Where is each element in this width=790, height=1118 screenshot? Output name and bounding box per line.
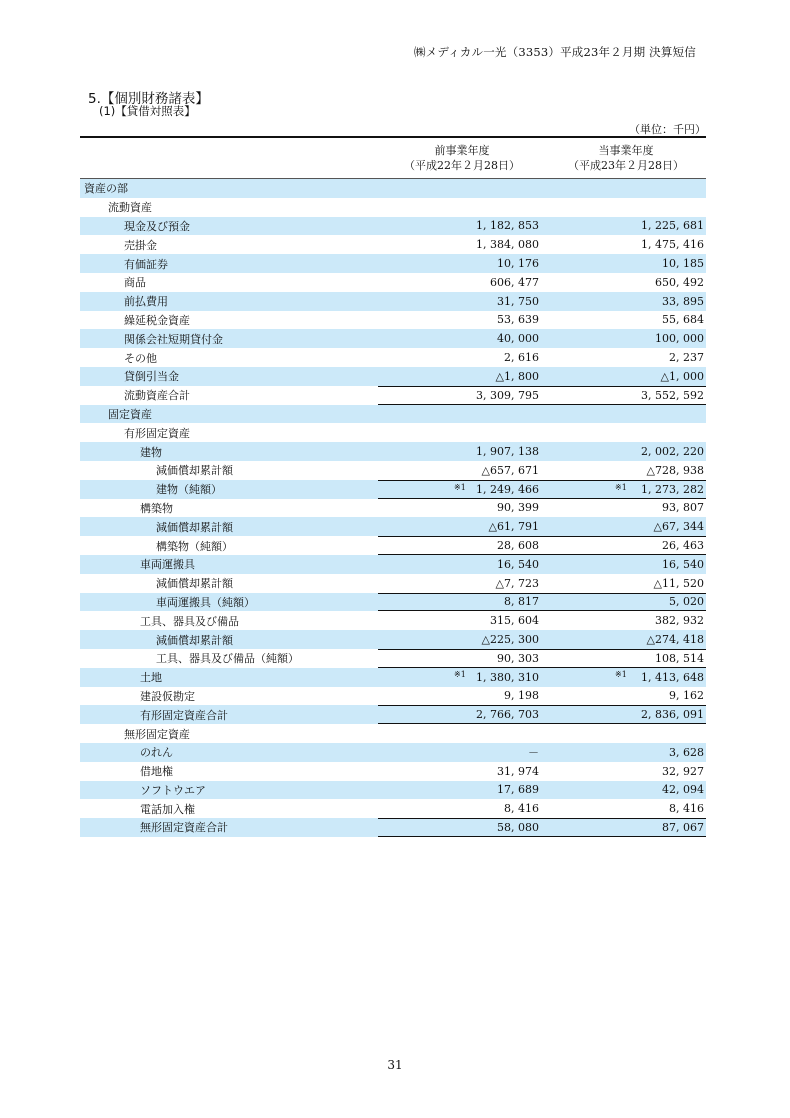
amount: 90, 303 [497, 651, 539, 665]
curr-period-value [541, 367, 706, 386]
table-row [80, 386, 706, 405]
section-title: 5.【個別財務諸表】 [88, 91, 209, 107]
amount: 32, 927 [662, 764, 704, 778]
row-label: 現金及び預金 [124, 219, 190, 233]
amount: △67, 344 [653, 520, 704, 534]
row-label: 商品 [124, 276, 146, 290]
curr-period-value [541, 762, 706, 781]
prev-period-value [378, 593, 541, 612]
amount: 31, 750 [497, 294, 539, 308]
curr-period-value [541, 254, 706, 273]
amount: 9, 162 [669, 689, 704, 703]
row-label: 車両運搬具 [140, 558, 195, 572]
amount: 10, 185 [662, 257, 704, 271]
amount: 87, 067 [662, 820, 704, 834]
header-curr-period [546, 143, 706, 173]
amount: 33, 895 [662, 294, 704, 308]
curr-period-value [541, 799, 706, 818]
prev-period-value [378, 461, 541, 480]
amount: 3, 309, 795 [476, 388, 539, 402]
amount: 3, 552, 592 [641, 388, 704, 402]
curr-period-value [541, 292, 706, 311]
amount: 53, 639 [497, 313, 539, 327]
prev-period-value [378, 574, 541, 593]
balance-sheet-table [80, 136, 706, 837]
amount: 16, 540 [662, 557, 704, 571]
row-label: 構築物（純額） [156, 539, 233, 553]
row-label: 固定資産 [108, 407, 152, 421]
prev-period-value [378, 367, 541, 386]
table-row [80, 649, 706, 668]
row-label: 減価償却累計額 [156, 577, 233, 591]
amount: 1, 380, 310 [476, 670, 539, 684]
table-row [80, 292, 706, 311]
curr-period-value [541, 611, 706, 630]
prev-period-value [378, 649, 541, 668]
table-row [80, 480, 706, 499]
amount: 10, 176 [497, 257, 539, 271]
curr-period-value [541, 781, 706, 800]
amount: 9, 198 [504, 689, 539, 703]
page-number: 31 [387, 1058, 403, 1072]
footnote-marker: ※1 [615, 482, 627, 492]
row-label: 建物（純額） [156, 483, 222, 497]
curr-period-value [541, 705, 706, 724]
row-label: 借地権 [140, 765, 173, 779]
prev-period-value [378, 329, 541, 348]
amount: 315, 604 [490, 614, 539, 628]
row-label: 繰延税金資産 [124, 313, 190, 327]
curr-period-value [541, 273, 706, 292]
curr-period-value [541, 235, 706, 254]
table-row [80, 254, 706, 273]
prev-period-value [378, 235, 541, 254]
curr-period-value [541, 499, 706, 518]
curr-period-value [541, 217, 706, 236]
amount: 2, 616 [504, 351, 539, 365]
table-row [80, 818, 706, 837]
prev-period-value [378, 292, 541, 311]
amount: 26, 463 [662, 539, 704, 553]
table-row [80, 461, 706, 480]
prev-period-value [378, 611, 541, 630]
footnote-marker: ※1 [454, 669, 466, 679]
prev-period-value [378, 198, 541, 217]
curr-period-value [541, 198, 706, 217]
amount: 1, 273, 282 [641, 482, 704, 496]
table-row [80, 611, 706, 630]
table-row [80, 724, 706, 743]
prev-period-value [378, 818, 541, 837]
amount: 1, 384, 080 [476, 238, 539, 252]
table-row [80, 311, 706, 330]
row-label: 有価証券 [124, 257, 168, 271]
row-label: 工具、器具及び備品 [140, 614, 239, 628]
curr-period-value [541, 480, 706, 499]
prev-period-value [378, 724, 541, 743]
table-row [80, 367, 706, 386]
prev-period-value [378, 517, 541, 536]
amount: 28, 608 [497, 539, 539, 553]
row-label: 流動資産合計 [124, 389, 190, 403]
row-label: 減価償却累計額 [156, 633, 233, 647]
row-label: 無形固定資産 [124, 727, 190, 741]
header-prev-line1: 前事業年度 [434, 144, 490, 157]
curr-period-value [541, 668, 706, 687]
prev-period-value [378, 254, 541, 273]
prev-period-value [378, 499, 541, 518]
row-label: 建物 [140, 445, 162, 459]
amount: 100, 000 [655, 332, 704, 346]
row-label: 車両運搬具（純額） [156, 595, 255, 609]
table-row [80, 555, 706, 574]
table-row [80, 743, 706, 762]
table-row [80, 198, 706, 217]
curr-period-value [541, 311, 706, 330]
prev-period-value [378, 687, 541, 706]
table-row [80, 405, 706, 424]
row-label: 工具、器具及び備品（純額） [156, 652, 299, 666]
curr-period-value [541, 536, 706, 555]
amount: 90, 399 [497, 501, 539, 515]
header-prev-period [378, 143, 546, 173]
row-label: ソフトウエア [140, 783, 206, 797]
amount: 8, 416 [669, 802, 704, 816]
row-label: 資産の部 [84, 182, 128, 196]
prev-period-value [378, 555, 541, 574]
prev-period-value [378, 179, 541, 198]
table-row [80, 499, 706, 518]
amount: 1, 182, 853 [476, 219, 539, 233]
prev-period-value [378, 348, 541, 367]
table-row [80, 273, 706, 292]
amount: 93, 807 [662, 501, 704, 515]
curr-period-value [541, 405, 706, 424]
row-label: のれん [140, 746, 173, 760]
row-label: 構築物 [140, 501, 173, 515]
amount: 108, 514 [655, 651, 704, 665]
amount: 58, 080 [497, 820, 539, 834]
table-row [80, 630, 706, 649]
prev-period-value [378, 311, 541, 330]
curr-period-value [541, 348, 706, 367]
amount: 2, 766, 703 [476, 708, 539, 722]
table-row [80, 517, 706, 536]
row-label: 有形固定資産合計 [140, 708, 228, 722]
prev-period-value [378, 799, 541, 818]
table-header [80, 138, 706, 179]
curr-period-value [541, 593, 706, 612]
amount: 1, 907, 138 [476, 445, 539, 459]
table-row [80, 348, 706, 367]
prev-period-value [378, 442, 541, 461]
prev-period-value [378, 480, 541, 499]
prev-period-value [378, 536, 541, 555]
amount: 1, 249, 466 [476, 482, 539, 496]
footnote-marker: ※1 [454, 482, 466, 492]
curr-period-value [541, 687, 706, 706]
amount: 31, 974 [497, 764, 539, 778]
row-label: 建設仮勘定 [140, 689, 195, 703]
amount: 55, 684 [662, 313, 704, 327]
curr-period-value [541, 818, 706, 837]
prev-period-value [378, 405, 541, 424]
row-label: 減価償却累計額 [156, 520, 233, 534]
table-row [80, 442, 706, 461]
amount: 8, 817 [504, 595, 539, 609]
curr-period-value [541, 649, 706, 668]
amount: △61, 791 [488, 520, 539, 534]
amount: － [528, 746, 539, 760]
amount: 2, 836, 091 [641, 708, 704, 722]
amount: 382, 932 [655, 614, 704, 628]
amount: △728, 938 [646, 463, 704, 477]
table-row [80, 423, 706, 442]
curr-period-value [541, 517, 706, 536]
sub-title: (1)【貸借対照表】 [99, 104, 196, 118]
table-row [80, 536, 706, 555]
amount: 40, 000 [497, 332, 539, 346]
prev-period-value [378, 423, 541, 442]
amount: △11, 520 [653, 576, 704, 590]
table-row [80, 179, 706, 198]
curr-period-value [541, 386, 706, 405]
prev-period-value [378, 762, 541, 781]
amount: 650, 492 [655, 275, 704, 289]
unit-label: （単位：千円） [629, 123, 706, 136]
amount: 17, 689 [497, 783, 539, 797]
amount: △7, 723 [495, 576, 539, 590]
footnote-marker: ※1 [615, 669, 627, 679]
prev-period-value [378, 668, 541, 687]
row-label: 有形固定資産 [124, 426, 190, 440]
curr-period-value [541, 179, 706, 198]
header-curr-line2: （平成23年２月28日） [568, 159, 684, 172]
header-prev-line2: （平成22年２月28日） [404, 159, 520, 172]
row-label: 売掛金 [124, 238, 157, 252]
amount: 2, 002, 220 [641, 445, 704, 459]
amount: 3, 628 [669, 745, 704, 759]
amount: 16, 540 [497, 557, 539, 571]
table-row [80, 329, 706, 348]
amount: △274, 418 [646, 633, 704, 647]
table-row [80, 668, 706, 687]
table-row [80, 574, 706, 593]
amount: 8, 416 [504, 802, 539, 816]
table-row [80, 799, 706, 818]
prev-period-value [378, 217, 541, 236]
curr-period-value [541, 574, 706, 593]
prev-period-value [378, 781, 541, 800]
header-curr-line1: 当事業年度 [598, 144, 654, 157]
amount: 1, 475, 416 [641, 238, 704, 252]
row-label: 電話加入権 [140, 802, 195, 816]
amount: 1, 225, 681 [641, 219, 704, 233]
row-label: 無形固定資産合計 [140, 821, 228, 835]
table-body [80, 179, 706, 837]
amount: 1, 413, 648 [641, 670, 704, 684]
row-label: 流動資産 [108, 201, 152, 215]
amount: 606, 477 [490, 275, 539, 289]
amount: 42, 094 [662, 783, 704, 797]
prev-period-value [378, 386, 541, 405]
curr-period-value [541, 630, 706, 649]
amount: △1, 000 [660, 369, 704, 383]
prev-period-value [378, 273, 541, 292]
table-row [80, 781, 706, 800]
amount: 2, 237 [669, 351, 704, 365]
curr-period-value [541, 555, 706, 574]
curr-period-value [541, 423, 706, 442]
table-row [80, 593, 706, 612]
table-row [80, 762, 706, 781]
row-label: 減価償却累計額 [156, 464, 233, 478]
curr-period-value [541, 442, 706, 461]
prev-period-value [378, 630, 541, 649]
amount: △657, 671 [481, 463, 539, 477]
curr-period-value [541, 461, 706, 480]
curr-period-value [541, 743, 706, 762]
row-label: その他 [124, 351, 157, 365]
row-label: 前払費用 [124, 295, 168, 309]
row-label: 土地 [140, 671, 162, 685]
curr-period-value [541, 329, 706, 348]
table-row [80, 705, 706, 724]
amount: △1, 800 [495, 369, 539, 383]
table-row [80, 235, 706, 254]
curr-period-value [541, 724, 706, 743]
table-row [80, 217, 706, 236]
prev-period-value [378, 743, 541, 762]
row-label: 関係会社短期貸付金 [124, 332, 223, 346]
amount: △225, 300 [481, 633, 539, 647]
prev-period-value [378, 705, 541, 724]
amount: 5, 020 [669, 595, 704, 609]
table-row [80, 687, 706, 706]
row-label: 貸倒引当金 [124, 370, 179, 384]
page-header: ㈱メディカル一光（3353）平成23年２月期 決算短信 [413, 45, 696, 59]
